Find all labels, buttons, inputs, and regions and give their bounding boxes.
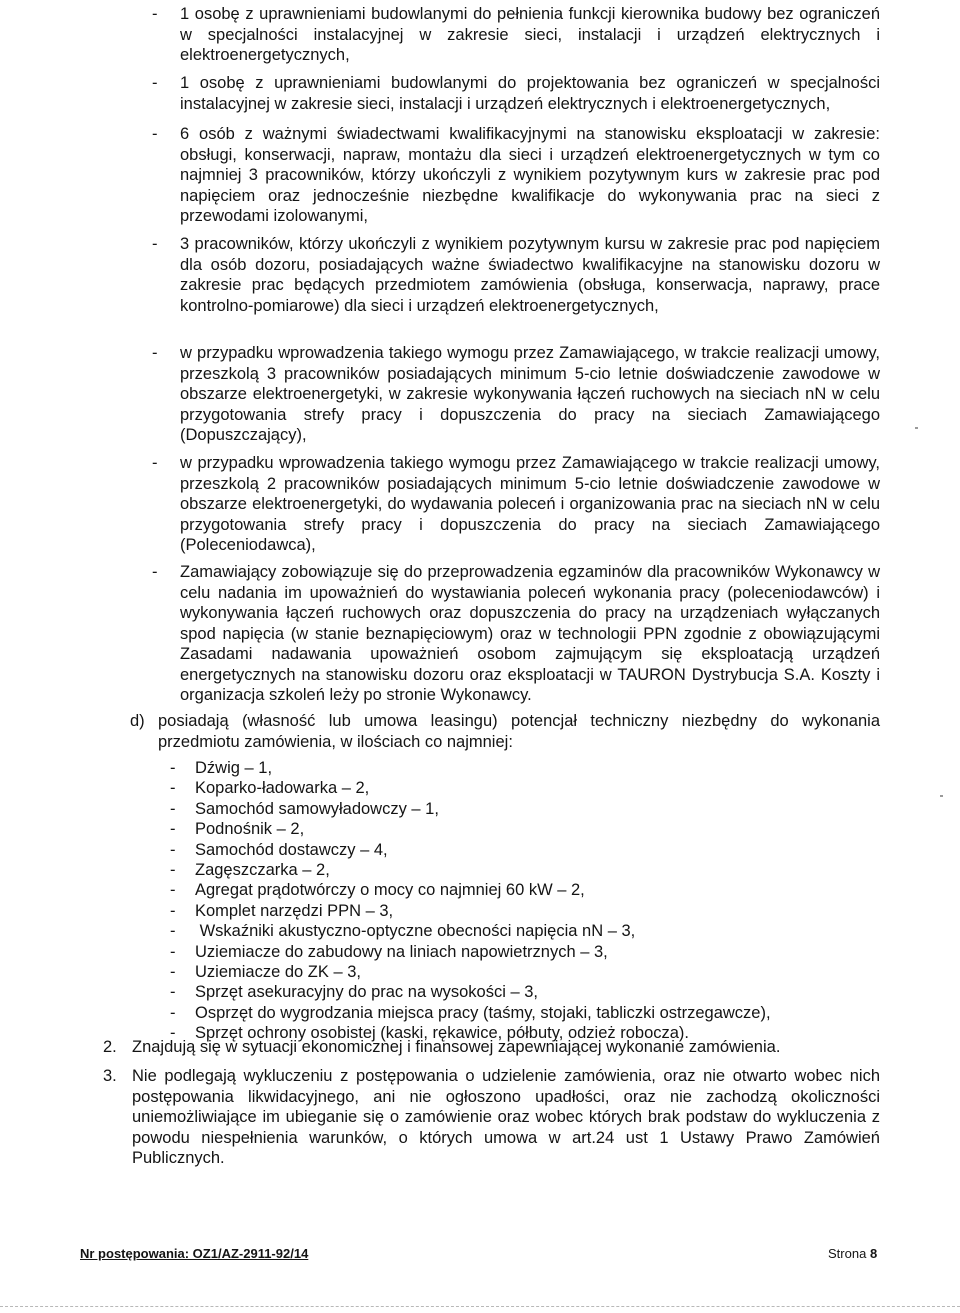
section-d-text: posiadają (własność lub umowa leasingu) potencjał techniczny niezbędny do wykonania przedmiotu zamówienia, w ilościach co najmniej: bbox=[158, 712, 880, 751]
equipment-item-text: Uziemiacze do zabudowy na liniach napowietrznych – 3, bbox=[195, 942, 608, 961]
equipment-list bbox=[170, 758, 870, 1043]
equipment-item bbox=[170, 962, 870, 982]
equipment-item-text: Osprzęt do wygrodzania miejsca pracy (taśmy, stojaki, tabliczki ostrzegawcze), bbox=[195, 1003, 771, 1022]
list-item-text: Zamawiający zobowiązuje się do przeprowadzenia egzaminów dla pracowników Wykonawcy w celu nadania im upoważnień do wystawiania poleceń wykonania pracy (poleceniodawców) i wykonywania łączeń ruchowych oraz dopuszczenia do pracy na urządzeniach wyłączanych spod napięcia (w stanie beznapięciowym) oraz w technologii PPN zgodnie z obowiązującymi Zasadami nadawania upoważnień osobom zajmującym się eksploatacją urządzeń energetycznych na stanowisku dozoru oraz eksploatacji w TAURON Dystrybucja S.A. Koszty i organizacja szkoleń leży po stronie Wykonawcy. bbox=[180, 563, 880, 704]
dash-bullet: - bbox=[152, 344, 158, 362]
dash-bullet: - bbox=[152, 454, 158, 472]
page-word: Strona bbox=[828, 1246, 867, 1261]
item-number: 2. bbox=[103, 1038, 117, 1056]
equipment-item-text: Sprzęt asekuracyjny do prac na wysokości – 3, bbox=[195, 983, 538, 1002]
numbered-item bbox=[103, 1037, 880, 1058]
dash-bullet: - bbox=[152, 235, 158, 253]
equipment-item-text: Koparko-ładowarka – 2, bbox=[195, 779, 370, 798]
dash-bullet: - bbox=[152, 74, 158, 92]
dash-bullet: - bbox=[170, 799, 176, 818]
page-indicator bbox=[828, 1244, 877, 1265]
list-item bbox=[152, 4, 880, 66]
equipment-item bbox=[170, 778, 870, 798]
numbered-item bbox=[103, 1066, 880, 1169]
dash-bullet: - bbox=[170, 922, 176, 941]
equipment-item bbox=[170, 921, 870, 941]
dash-bullet: - bbox=[170, 1024, 176, 1043]
list-item bbox=[152, 73, 880, 114]
equipment-item-text: Uziemiacze do ZK – 3, bbox=[195, 962, 361, 981]
dash-bullet: - bbox=[170, 983, 176, 1002]
list-item bbox=[152, 343, 880, 446]
list-item bbox=[152, 124, 880, 227]
dash-bullet: - bbox=[170, 1003, 176, 1022]
item-number: 3. bbox=[103, 1067, 117, 1085]
list-item bbox=[152, 453, 880, 556]
equipment-item-text: Samochód samowyładowczy – 1, bbox=[195, 799, 439, 818]
dash-bullet: - bbox=[170, 881, 176, 900]
dash-bullet: - bbox=[152, 563, 158, 581]
equipment-item bbox=[170, 758, 870, 778]
scan-speck bbox=[940, 795, 943, 797]
bottom-scan-edge bbox=[0, 1306, 960, 1307]
section-d bbox=[130, 711, 880, 752]
equipment-item bbox=[170, 799, 870, 819]
page-number: 8 bbox=[869, 1246, 878, 1261]
section-d-letter: d) bbox=[130, 712, 145, 730]
equipment-item-text: Agregat prądotwórczy o mocy co najmniej 60 kW – 2, bbox=[195, 881, 585, 900]
dash-bullet: - bbox=[170, 779, 176, 798]
equipment-item bbox=[170, 880, 870, 900]
list-item bbox=[152, 234, 880, 316]
dash-bullet: - bbox=[170, 820, 176, 839]
dash-bullet: - bbox=[170, 759, 176, 777]
numbered-item-text: Znajdują się w sytuacji ekonomicznej i finansowej zapewniającej wykonanie zamówienia. bbox=[132, 1038, 781, 1056]
dash-bullet: - bbox=[152, 125, 158, 143]
case-number: Nr postępowania: OZ1/AZ-2911-92/14 bbox=[80, 1246, 309, 1261]
equipment-item-text: Sprzęt ochrony osobistej (kaski, rękawice, półbuty, odzież robocza). bbox=[195, 1024, 690, 1043]
equipment-item-text: Dźwig – 1, bbox=[195, 759, 273, 777]
list-item-text: 6 osób z ważnymi świadectwami kwalifikacyjnymi na stanowisku eksploatacji w zakresie: obsługi, konserwacji, napraw, montażu dla sieci i urządzeń elektroenergetycznych w tym co najmniej 3 pracowników, którzy ukończyli z wynikiem pozytywnym kurs w zakresie prac pod napięciem oraz jednocześnie niezbędne kwalifikacje do wykonywania prac na sieci z przewodami izolowanymi, bbox=[180, 125, 880, 225]
dash-bullet: - bbox=[170, 942, 176, 961]
dash-bullet: - bbox=[152, 5, 158, 23]
dash-bullet: - bbox=[170, 840, 176, 859]
list-item-text: 1 osobę z uprawnieniami budowlanymi do pełnienia funkcji kierownika budowy bez ograniczeń w specjalności instalacyjnej w zakresie sieci, instalacji i urządzeń elektrycznych i elektroenergetycznych, bbox=[180, 5, 880, 64]
list-item-text: w przypadku wprowadzenia takiego wymogu przez Zamawiającego w trakcie realizacji umowy, przeszkolą 2 pracowników posiadających minimum 5-cio letnie doświadczenie zawodowe w obszarze elektroenergetyki, do wydawania poleceń i organizowania prac na sieciach nN w celu przygotowania strefy pracy i dopuszczenia do pracy na sieciach Zamawiającego (Poleceniodawca), bbox=[180, 454, 880, 554]
equipment-item-text: Samochód dostawczy – 4, bbox=[195, 840, 388, 859]
numbered-item-text: Nie podlegają wykluczeniu z postępowania o udzielenie zamówienia, oraz nie otwarto wobec nich postępowania likwidacyjnego, ani nie ogłoszono upadłości, oraz nie zachodzą okoliczności uniemożliwiające im ubieganie się o zamówienie oraz wobec których brak podstaw do wykluczenia z powodu niespełnienia warunków, o których umowa w art.24 ust 1 Ustawy Prawo Zamówień Publicznych. bbox=[132, 1067, 880, 1167]
equipment-item-text: Zagęszczarka – 2, bbox=[195, 860, 330, 879]
equipment-item-text: Wskaźniki akustyczno-optyczne obecności napięcia nN – 3, bbox=[195, 922, 636, 941]
list-item-text: 3 pracowników, którzy ukończyli z wynikiem pozytywnym kursu w zakresie prac pod napięciem dla osób dozoru, posiadających ważne świadectwo kwalifikacyjne na stanowisku dozoru w zakresie prac będących przedmiotem zamówienia (obsługa, konserwacja, naprawy, prace kontrolno-pomiarowe) dla sieci i urządzeń elektroenergetycznych, bbox=[180, 235, 880, 315]
list-item-text: w przypadku wprowadzenia takiego wymogu przez Zamawiającego, w trakcie realizacji umowy, przeszkolą 3 pracowników posiadających minimum 5-cio letnie doświadczenie zawodowe w obszarze elektroenergetyki, w zakresie wykonywania łączeń ruchowych na sieciach nN w celu przygotowania strefy pracy i dopuszczenia do pracy na sieciach Zamawiającego (Dopuszczający), bbox=[180, 344, 880, 444]
equipment-item bbox=[170, 1003, 870, 1023]
equipment-item bbox=[170, 840, 870, 860]
equipment-item bbox=[170, 901, 870, 921]
equipment-item-text: Podnośnik – 2, bbox=[195, 820, 305, 839]
dash-bullet: - bbox=[170, 962, 176, 981]
dash-bullet: - bbox=[170, 860, 176, 879]
equipment-item bbox=[170, 860, 870, 880]
equipment-item bbox=[170, 982, 870, 1002]
list-item-text: 1 osobę z uprawnieniami budowlanymi do projektowania bez ograniczeń w specjalności instalacyjnej w zakresie sieci, instalacji i urządzeń elektrycznych i elektroenergetycznych, bbox=[180, 74, 880, 113]
dash-bullet: - bbox=[170, 901, 176, 920]
equipment-item-text: Komplet narzędzi PPN – 3, bbox=[195, 901, 394, 920]
scan-speck bbox=[915, 427, 918, 429]
equipment-item bbox=[170, 942, 870, 962]
equipment-item bbox=[170, 819, 870, 839]
list-item bbox=[152, 562, 880, 706]
